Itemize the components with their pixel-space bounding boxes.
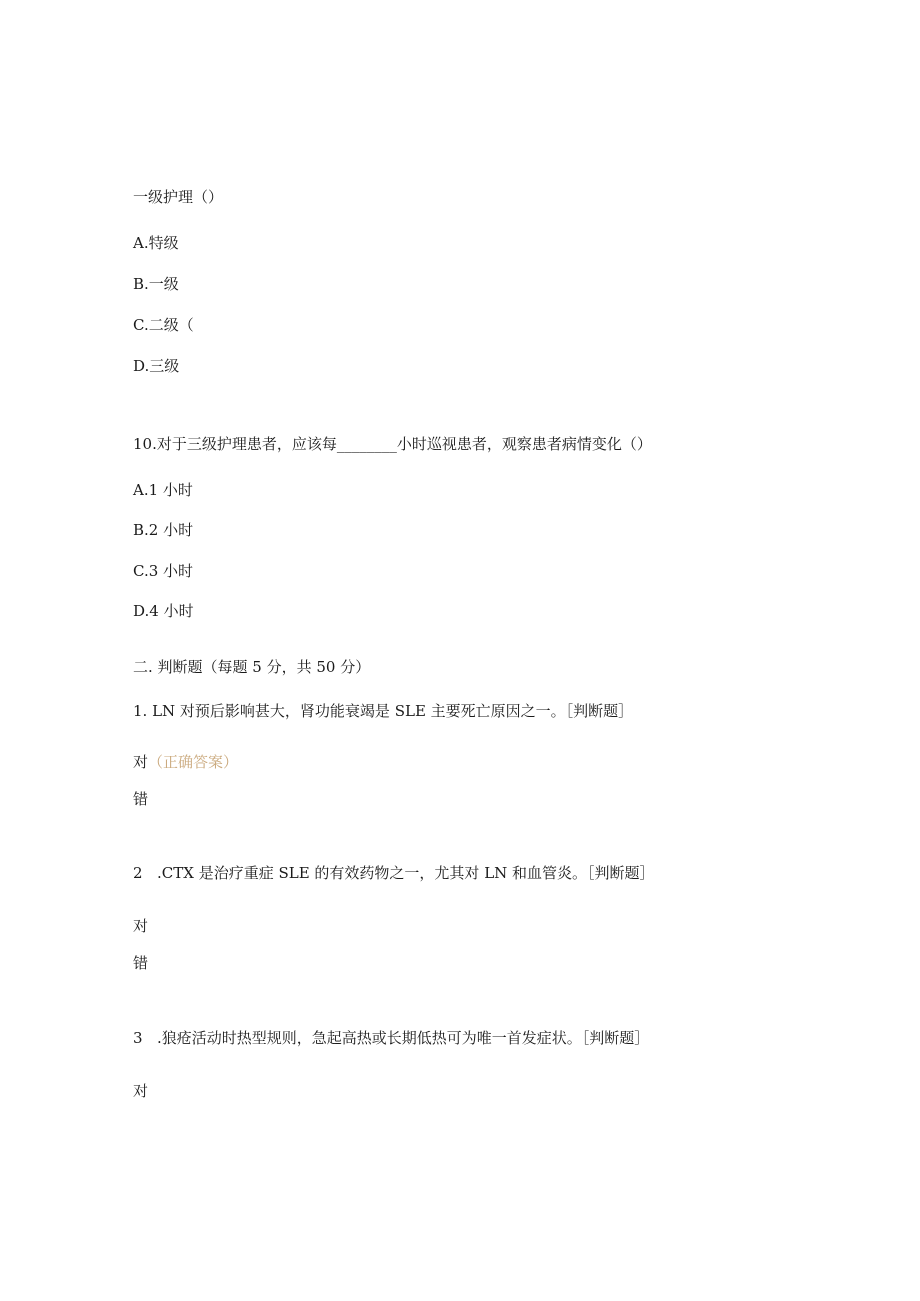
tf1-option-false: 错: [133, 790, 149, 808]
tf3-number: 3: [133, 1029, 143, 1047]
q9-option-a: A.特级: [133, 234, 179, 252]
tf2-option-true: 对: [133, 917, 149, 935]
q9-option-c: C.二级（: [133, 316, 194, 334]
q10-option-a: A.1 小时: [133, 481, 193, 499]
q9-option-d: D.三级: [133, 357, 180, 375]
tf1-option-true-label: 对: [133, 753, 149, 771]
tf1-stem: 1. LN 对预后影响甚大，肾功能衰竭是 SLE 主要死亡原因之一。［判断题］: [133, 702, 634, 720]
tf3-stem: [133, 1028, 649, 1048]
tf1-correct-answer-note: （正确答案）: [148, 753, 239, 771]
q10-option-c: C.3 小时: [133, 562, 194, 580]
tf3-option-true: 对: [133, 1082, 149, 1100]
q9-option-b: B.一级: [133, 275, 179, 293]
q10-stem: 10.对于三级护理患者，应该每________小时巡视患者，观察患者病情变化（）: [133, 435, 652, 453]
tf2-option-false: 错: [133, 954, 149, 972]
q10-option-b: B.2 小时: [133, 521, 194, 539]
section-title-true-false: 二. 判断题（每题 5 分，共 50 分）: [133, 658, 371, 676]
tf2-number: 2: [133, 864, 143, 882]
q9-stem: 一级护理（）: [133, 188, 224, 206]
tf2-stem-text: .CTX 是治疗重症 SLE 的有效药物之一，尤其对 LN 和血管炎。［判断题］: [157, 864, 655, 882]
tf2-stem: [133, 863, 655, 883]
tf1-option-true: [133, 752, 238, 772]
q10-option-d: D.4 小时: [133, 602, 194, 620]
tf3-stem-text: .狼疮活动时热型规则，急起高热或长期低热可为唯一首发症状。［判断题］: [157, 1029, 650, 1047]
